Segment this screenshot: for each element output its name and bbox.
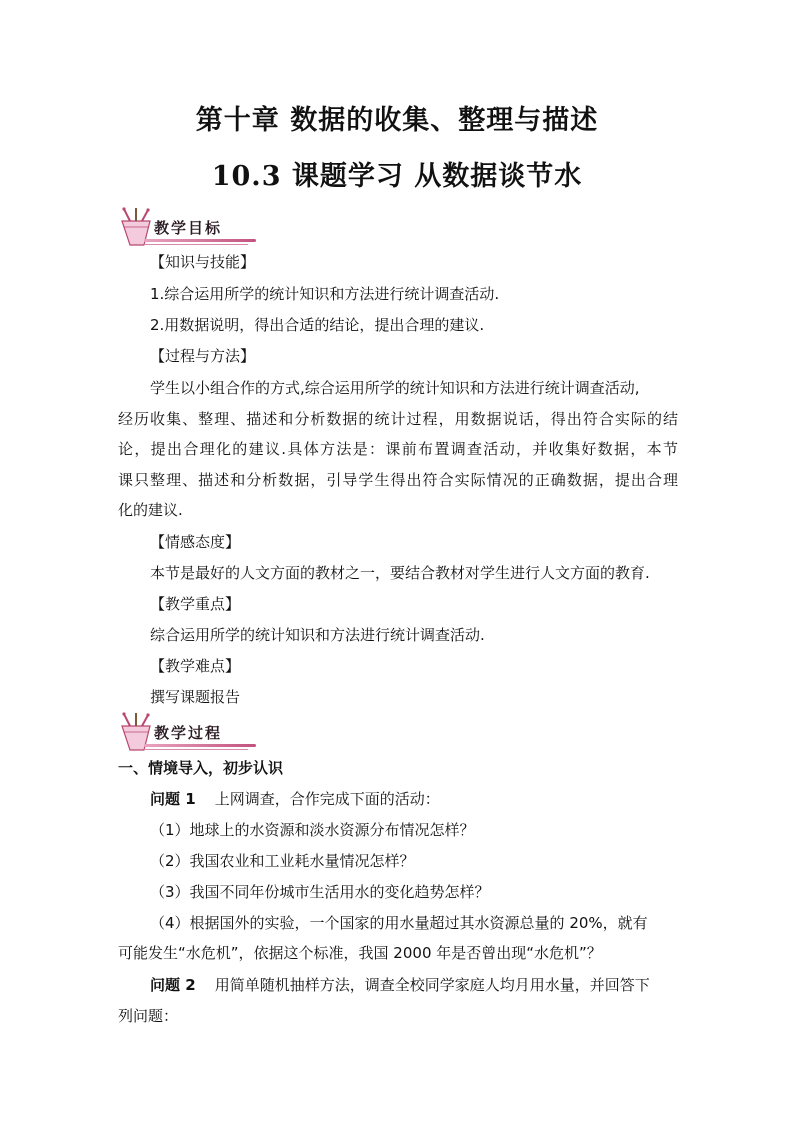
section-label-process: 教学过程 (154, 724, 223, 742)
question-1-item-1: （1）地球上的水资源和淡水资源分布情况怎样？ (150, 821, 475, 839)
lesson-title: 10.3 课题学习 从数据谈节水 (211, 161, 583, 192)
part1-title: 一、情境导入，初步认识 (118, 759, 284, 777)
question-1-item-4: （4）根据国外的实验，一个国家的用水量超过其水资源总量的 20%，就有 (150, 914, 648, 932)
section-label-goals: 教学目标 (154, 219, 223, 237)
section-underline-thin (144, 244, 248, 245)
knowledge-item-2: 2.用数据说明，得出合适的结论，提出合理的建议. (150, 316, 485, 334)
knowledge-heading: 【知识与技能】 (150, 253, 256, 271)
section-underline (144, 239, 256, 242)
key-heading: 【教学重点】 (150, 595, 241, 613)
question-1 (150, 789, 440, 809)
section-underline-thin (144, 749, 248, 750)
section-underline (144, 744, 256, 747)
emotion-heading: 【情感态度】 (150, 533, 241, 551)
question-2-text: 用简单随机抽样方法，调查全校同学家庭人均月用水量，并回答下 (214, 976, 650, 994)
question-1-label: 问题 1 (150, 790, 196, 808)
question-1-text: 上网调查，合作完成下面的活动： (214, 790, 440, 808)
knowledge-item-1: 1.综合运用所学的统计知识和方法进行统计调查活动. (150, 285, 500, 303)
question-2-label: 问题 2 (150, 976, 196, 994)
chapter-title: 第十章 数据的收集、整理与描述 (195, 105, 599, 136)
method-line-3: 论，提出合理化的建议.具体方法是：课前布置调查活动，并收集好数据，本节 (118, 440, 678, 458)
key-text: 综合运用所学的统计知识和方法进行统计调查活动. (150, 626, 485, 644)
method-line-4: 课只整理、描述和分析数据，引导学生得出符合实际情况的正确数据，提出合理 (118, 471, 678, 489)
method-line-2: 经历收集、整理、描述和分析数据的统计过程，用数据说话，得出符合实际的结 (118, 410, 678, 428)
section-header-process (118, 712, 248, 752)
question-1-item-2: （2）我国农业和工业耗水量情况怎样？ (150, 852, 415, 870)
method-line-1: 学生以小组合作的方式,综合运用所学的统计知识和方法进行统计调查活动, (150, 379, 640, 397)
question-1-item-4-cont: 可能发生“水危机”，依据这个标准，我国 2000 年是否曾出现“水危机”？ (118, 944, 602, 962)
emotion-text: 本节是最好的人文方面的教材之一，要结合教材对学生进行人文方面的教育. (150, 564, 650, 582)
question-1-item-3: （3）我国不同年份城市生活用水的变化趋势怎样？ (150, 883, 490, 901)
question-2-cont: 列问题： (118, 1007, 179, 1025)
difficulty-text: 撰写课题报告 (150, 688, 241, 706)
method-heading: 【过程与方法】 (150, 347, 256, 365)
difficulty-heading: 【教学难点】 (150, 657, 241, 675)
section-header-goals (118, 207, 248, 247)
method-line-5: 化的建议. (118, 501, 183, 519)
question-2 (150, 975, 650, 995)
